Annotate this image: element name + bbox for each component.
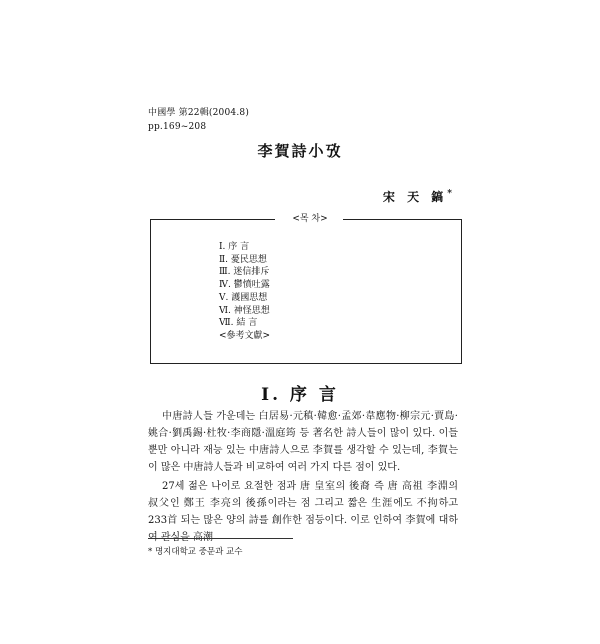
author-line bbox=[383, 188, 452, 205]
journal-header bbox=[148, 106, 249, 134]
toc-item: Ⅵ. 神怪思想 bbox=[219, 305, 270, 316]
table-of-contents bbox=[150, 214, 462, 364]
toc-top-rule-right bbox=[343, 219, 461, 220]
toc-item: Ⅲ. 迷信排斥 bbox=[219, 267, 270, 278]
section-heading: Ⅰ. 序 言 bbox=[261, 385, 339, 405]
paragraph: 中唐詩人들 가운데는 白居易·元稹·韓愈·孟郊·韋應物·柳宗元·賈島·姚合·劉禹錫·杜牧·李商隱·溫庭筠 등 著名한 詩人들이 많이 있다. 이들 뿐만 아니라 재능 있는 中唐詩人으로 李賀를 생각할 수 있는데, 李賀는 이 많은 中唐詩人들과 비교하여 여러 가지 다른 점이 있다. bbox=[148, 411, 458, 473]
toc-item: Ⅳ. 鬱憤吐露 bbox=[219, 280, 270, 291]
footnote: * 명지대학교 중문과 교수 bbox=[148, 547, 243, 557]
paragraph: 27세 젊은 나이로 요절한 점과 唐 皇室의 後裔 즉 唐 高祖 李淵의 叔父인 鄭王 李亮의 後孫이라는 점 그리고 짧은 生涯에도 不拘하고 233首 되는 많은 양의 詩를 創作한 점등이다. 이로 인하여 李賀에 대하 bbox=[148, 481, 458, 526]
toc-item: Ⅱ. 憂民思想 bbox=[219, 254, 267, 265]
toc-item: Ⅶ. 結 言 bbox=[219, 318, 258, 329]
journal-citation: 中國學 第22輯(2004.8) bbox=[148, 108, 250, 118]
page-range: pp.169~208 bbox=[148, 122, 207, 132]
article-title: 李賀詩小攷 bbox=[257, 142, 343, 160]
toc-item: Ⅴ. 護國思想 bbox=[219, 292, 268, 303]
footnote-divider bbox=[148, 538, 293, 539]
toc-item: Ⅰ. 序 言 bbox=[219, 242, 250, 252]
author-footnote-mark: * bbox=[447, 189, 452, 199]
toc-top-rule-left bbox=[151, 219, 275, 220]
toc-item: <參考文獻> bbox=[219, 330, 271, 341]
toc-label: <목 차> bbox=[281, 212, 339, 226]
author-name: 宋 天 鎬 bbox=[382, 190, 448, 204]
toc-list bbox=[219, 241, 270, 343]
body-text bbox=[148, 408, 458, 546]
